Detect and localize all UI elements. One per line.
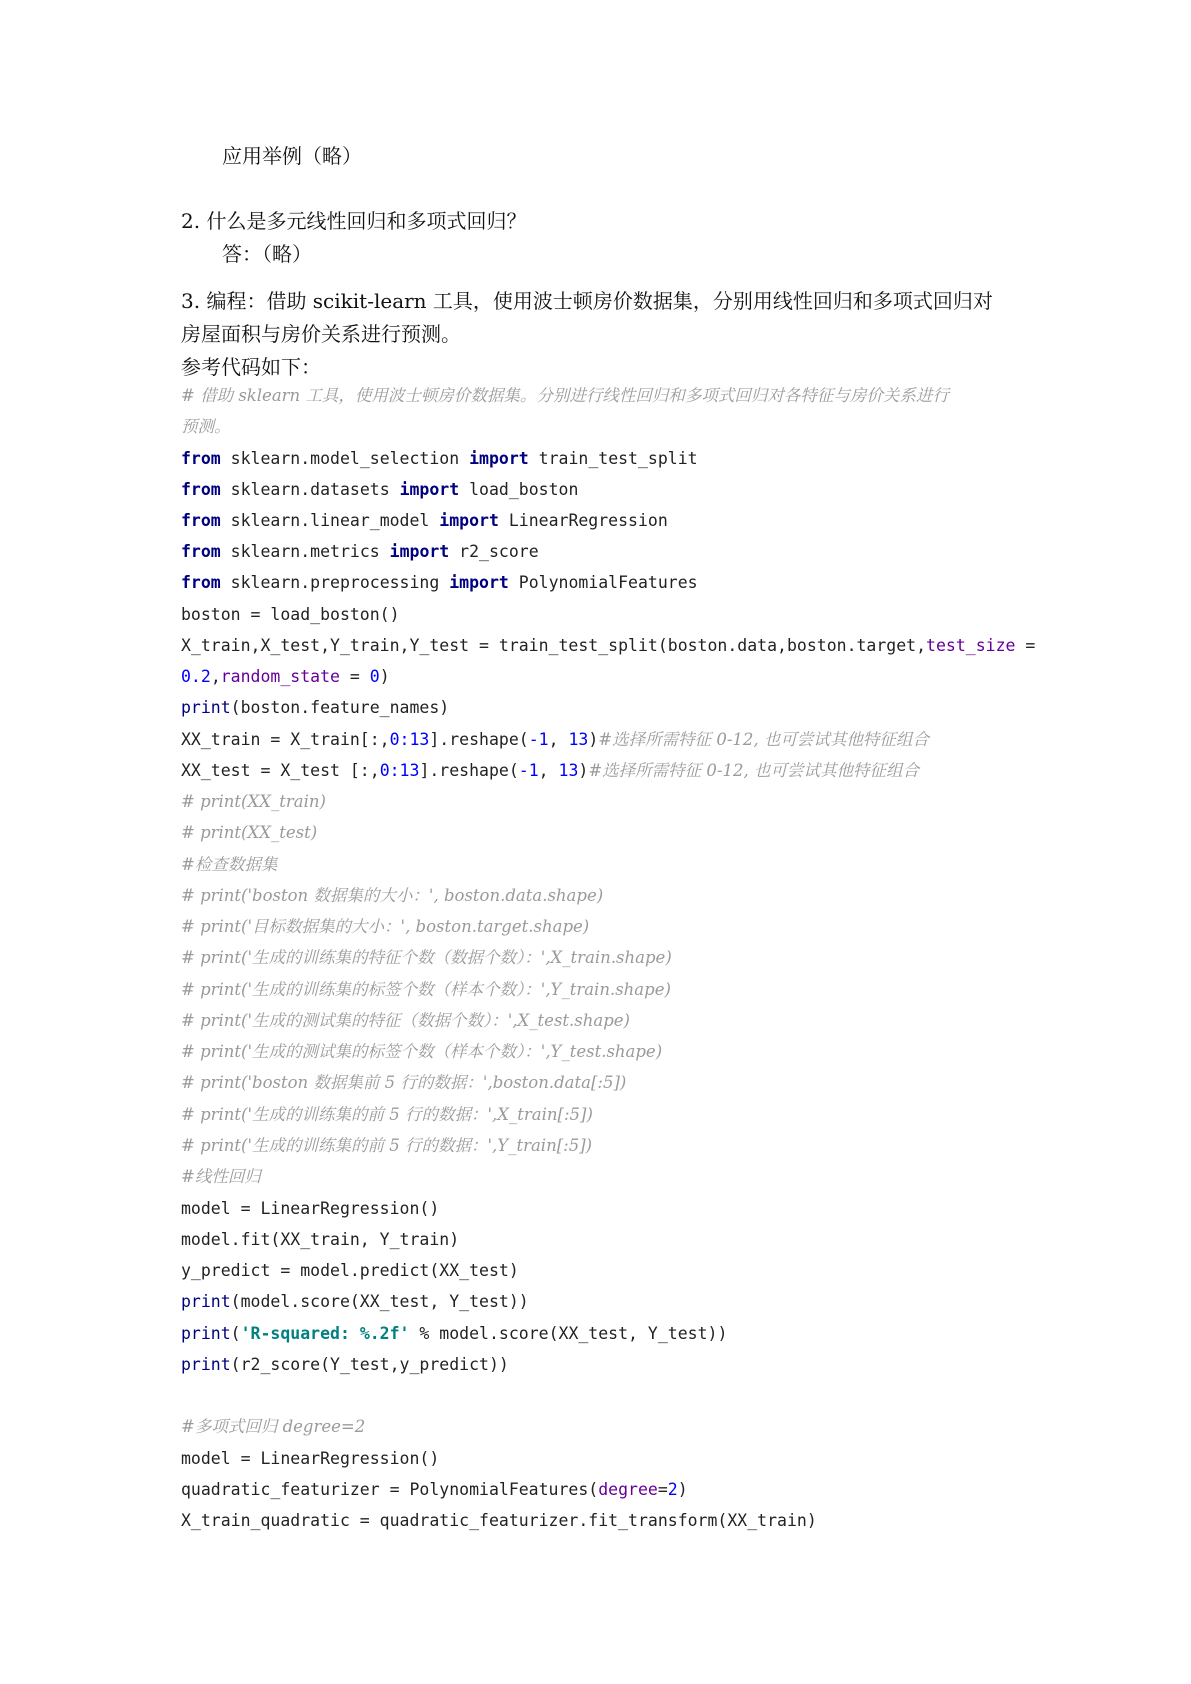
code-text: = — [657, 1480, 668, 1499]
comment-text: # print('生成的训练集的前 5 行的数据：',X_train[:5]) — [181, 1105, 593, 1124]
import-name: PolynomialFeatures — [508, 573, 698, 592]
comment-text: # print('生成的训练集的前 5 行的数据：',Y_train[:5]) — [181, 1136, 593, 1155]
code-line: y_predict = model.predict(XX_test) — [181, 1261, 519, 1280]
keyword: import — [449, 573, 509, 592]
keyword: import — [439, 511, 499, 530]
import-name: load_boston — [459, 480, 579, 499]
code-line-split — [181, 635, 1051, 657]
string-literal: 'R-squared: %.2f' — [240, 1324, 410, 1343]
module-name: sklearn.preprocessing — [220, 573, 450, 592]
number: 2 — [667, 1480, 678, 1499]
code-line-import — [181, 479, 1051, 501]
comment-text: #多项式回归 degree=2 — [181, 1417, 366, 1436]
code-text: ].reshape( — [419, 761, 519, 780]
code-comment — [181, 1135, 1051, 1157]
comment-text: # print('生成的训练集的特征个数（数据个数）：',X_train.shape) — [181, 948, 672, 967]
import-name: r2_score — [449, 542, 539, 561]
code-text: ) — [588, 730, 599, 749]
number: 13 — [568, 730, 589, 749]
module-name: sklearn.metrics — [220, 542, 390, 561]
comment-text: # print(XX_test) — [181, 823, 318, 842]
code-line-xx-train — [181, 729, 1051, 751]
code-text: ) — [379, 667, 390, 686]
code-line-import — [181, 510, 1051, 532]
question-2: 2. 什么是多元线性回归和多项式回归？ — [181, 209, 527, 233]
comment-text: # print('生成的训练集的标签个数（样本个数）：',Y_train.shape) — [181, 980, 671, 999]
number: -1 — [518, 761, 539, 780]
comment-text: # print('目标数据集的大小：', boston.target.shape) — [181, 917, 590, 936]
code-comment — [181, 1010, 1051, 1032]
code-text: XX_train = X_train[:, — [181, 730, 390, 749]
code-comment — [181, 916, 1051, 938]
code-line-print — [181, 697, 1051, 719]
comment-text: #检查数据集 — [181, 855, 278, 874]
question-3-line-2: 房屋面积与房价关系进行预测。 — [181, 322, 461, 346]
comment-text: #线性回归 — [181, 1167, 261, 1186]
code-text: quadratic_featurizer = PolynomialFeatures( — [181, 1480, 599, 1499]
number: 0.2 — [181, 667, 211, 686]
code-text: = — [339, 667, 370, 686]
builtin: print — [181, 1324, 231, 1343]
code-text: X_train,X_test,Y_train,Y_test = train_test_split(boston.data,boston.target, — [181, 636, 927, 655]
code-comment — [181, 791, 1051, 813]
code-line-import — [181, 541, 1051, 563]
number: 0 — [369, 667, 380, 686]
number: 0:13 — [379, 761, 420, 780]
import-name: LinearRegression — [498, 511, 668, 530]
code-comment — [181, 416, 1051, 438]
code-line: boston = load_boston() — [181, 605, 400, 624]
comment-text: 预测。 — [181, 417, 231, 436]
kwarg-name: test_size — [926, 636, 1016, 655]
code-line-split-cont — [181, 666, 1051, 688]
builtin: print — [181, 698, 231, 717]
module-name: sklearn.datasets — [220, 480, 400, 499]
module-name: sklearn.model_selection — [220, 449, 470, 468]
code-comment — [181, 822, 1051, 844]
number: 0:13 — [389, 730, 430, 749]
keyword: from — [181, 449, 221, 468]
code-text: = — [1015, 636, 1036, 655]
code-text: ) — [677, 1480, 688, 1499]
code-text: (boston.feature_names) — [230, 698, 450, 717]
builtin: print — [181, 1355, 231, 1374]
kwarg-name: random_state — [220, 667, 340, 686]
code-line-import — [181, 572, 1051, 594]
number: 13 — [558, 761, 579, 780]
code-comment — [181, 1104, 1051, 1126]
import-name: train_test_split — [528, 449, 698, 468]
module-name: sklearn.linear_model — [220, 511, 440, 530]
comment-text: #选择所需特征 0-12, 也可尝试其他特征组合 — [598, 730, 929, 749]
code-comment — [181, 947, 1051, 969]
comment-text: #选择所需特征 0-12, 也可尝试其他特征组合 — [588, 761, 919, 780]
code-comment — [181, 854, 1051, 876]
code-text: ) — [578, 761, 589, 780]
code-comment — [181, 1166, 1051, 1188]
code-line-import — [181, 448, 1051, 470]
comment-text: # print('boston 数据集的大小：', boston.data.shape) — [181, 886, 604, 905]
code-text: XX_test = X_test [:, — [181, 761, 380, 780]
keyword: from — [181, 511, 221, 530]
code-line-quad — [181, 1479, 1051, 1501]
keyword: import — [469, 449, 529, 468]
example-line: 应用举例（略） — [222, 144, 362, 168]
code-line: model = LinearRegression() — [181, 1449, 440, 1468]
code-line: model = LinearRegression() — [181, 1199, 440, 1218]
code-line-print — [181, 1354, 1051, 1376]
keyword: from — [181, 480, 221, 499]
code-line-print — [181, 1323, 1051, 1345]
reference-code-label: 参考代码如下： — [181, 355, 321, 379]
comment-text: # print('生成的测试集的标签个数（样本个数）：',Y_test.shape) — [181, 1042, 663, 1061]
code-text: , — [538, 761, 559, 780]
code-text: (model.score(XX_test, Y_test)) — [230, 1292, 529, 1311]
code-text: % model.score(XX_test, Y_test)) — [409, 1324, 728, 1343]
comment-text: # 借助 sklearn 工具，使用波士顿房价数据集。分别进行线性回归和多项式回归对各特征与房价关系进行 — [181, 386, 949, 405]
code-comment — [181, 1416, 1051, 1438]
answer-2: 答：（略） — [222, 242, 312, 266]
code-comment — [181, 979, 1051, 1001]
keyword: import — [399, 480, 460, 499]
question-3-line-1: 3. 编程：借助 scikit-learn 工具，使用波士顿房价数据集，分别用线性回归和多项式回归对 — [181, 289, 993, 313]
code-comment — [181, 885, 1051, 907]
code-comment — [181, 1072, 1051, 1094]
code-text: , — [548, 730, 569, 749]
code-line: model.fit(XX_train, Y_train) — [181, 1230, 460, 1249]
keyword: from — [181, 573, 221, 592]
code-text: (r2_score(Y_test,y_predict)) — [230, 1355, 509, 1374]
code-comment — [181, 1041, 1051, 1063]
code-text: ].reshape( — [429, 730, 529, 749]
keyword: from — [181, 542, 221, 561]
kwarg-name: degree — [598, 1480, 658, 1499]
builtin: print — [181, 1292, 231, 1311]
code-line-print — [181, 1291, 1051, 1313]
code-comment — [181, 385, 1051, 407]
code-line: X_train_quadratic = quadratic_featurizer.fit_transform(XX_train) — [181, 1511, 817, 1530]
comment-text: # print(XX_train) — [181, 792, 326, 811]
number: -1 — [528, 730, 549, 749]
comment-text: # print('生成的测试集的特征（数据个数）：',X_test.shape) — [181, 1011, 630, 1030]
code-text: ( — [230, 1324, 241, 1343]
code-text: , — [210, 667, 221, 686]
comment-text: # print('boston 数据集前 5 行的数据：',boston.data[:5]) — [181, 1073, 627, 1092]
code-line-xx-test — [181, 760, 1051, 782]
keyword: import — [389, 542, 450, 561]
